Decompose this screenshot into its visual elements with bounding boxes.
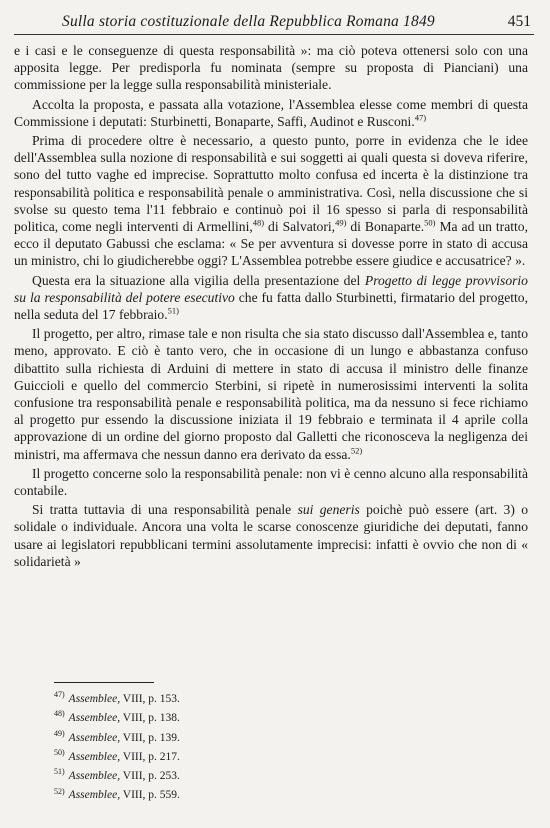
- text-run: di Salvatori,: [264, 219, 336, 235]
- paragraph: [14, 501, 528, 570]
- footnote-citation: VIII, p. 559.: [122, 789, 180, 802]
- footnote-separator: [54, 682, 154, 683]
- paragraph: [14, 272, 528, 324]
- footnote-number: 48): [54, 709, 65, 719]
- footnote-reference: 48): [252, 217, 265, 228]
- text-run: Ma ad un tratto, ecco il deputato Gabussi che esclama: « Se per avventura si dovesse porre in stato di accusa un ministro, chi lo giudicherebbe oggi? L'Assemblea potrebbe essere giudice e accusatrice? ».: [14, 219, 528, 269]
- footnote-number: 51): [54, 767, 65, 777]
- italic-text: Progetto di legge provvisorio su la responsabilità del potere esecutivo: [14, 272, 528, 305]
- footnote-citation: VIII, p. 139.: [122, 731, 180, 744]
- footnote-reference: 50): [424, 217, 436, 228]
- text-run: Prima di procedere oltre è necessario, a questo punto, porre in evidenza che le idee dell'Assemblea sulla nozione di responsabilità e sui soggetti ai quali questa si doveva riferire, sono del tutto vaghe ed imprecise. Soprattutto molto confusa ed incerta è la distinzione tra responsabilità politica e responsabilità penale o amministrativa. Così, nella discussione che si svolse su questo tema l'11 febbraio e continuò poi il 16 spesso si parla di responsabilità politica, come negli interventi di Armellini,: [14, 133, 528, 235]
- footnote-citation: VIII, p. 217.: [122, 750, 180, 763]
- footnote-number: 52): [54, 786, 65, 796]
- footnote-number: 47): [54, 690, 65, 700]
- text-run: Accolta la proposta, e passata alla votazione, l'Assemblea elesse come membri di questa Commissione i deputati: Sturbinetti, Bonaparte, Saffi, Audinot e Rusconi.: [14, 96, 528, 129]
- text-run: che fu fatta dallo Sturbinetti, firmatario del progetto, nella seduta del 17 febbraio.: [14, 289, 528, 323]
- main-text: [14, 42, 528, 570]
- footnote-reference: 47): [414, 112, 427, 123]
- footnote: [54, 748, 354, 767]
- footnote-source: Assemblee,: [68, 770, 121, 783]
- text-run: poichè può essere (art. 3) o solidale o individuale. Ancora una volta le scarse conoscenze giuridiche dei deputati, fanno usare ai legislatori repubblicani termini assolutamente imprecisi: infatti è ovvio che non di « solidarietà »: [14, 502, 529, 569]
- page-header: [14, 10, 534, 35]
- text-run: Il progetto, per altro, rimase tale e non risulta che sia stato discusso dall'Assemblea e, tanto meno, approvato. E ciò è tanto vero, che in occasione di un lungo e abbastanza confuso dibattito sulla richiesta di Arduini di mettere in stato di accusa il ministro delle finanze Guiccioli e quello del commercio Sterbini, si ripetè in numerosissimi interventi la solita confusione tra responsabilità penale e responsabilità politica, ma da nessuno si fece richiamo al progetto pur essendo la discussione iniziata il 19 febbraio e terminata il 4 aprile colla approvazione di un ordine del giorno proposto dal Galletti che riconosceva la negligenza dei ministri, ma affermava che nessun danno era derivato da essa.: [14, 326, 528, 462]
- italic-text: sui generis: [297, 502, 360, 518]
- footnote: [54, 709, 354, 728]
- paragraph: [14, 96, 528, 130]
- footnote-reference: 49): [335, 217, 347, 228]
- footnote-source: Assemblee,: [68, 693, 121, 705]
- footnote-citation: VIII, p. 153.: [122, 693, 180, 705]
- footnote: [54, 767, 354, 786]
- footnote-reference: 52): [350, 445, 363, 456]
- footnotes: [54, 690, 354, 806]
- footnote-citation: VIII, p. 253.: [122, 770, 180, 783]
- footnote-source: Assemblee,: [68, 789, 121, 802]
- paragraph: [14, 132, 528, 270]
- paragraph: [14, 42, 528, 94]
- footnote: [54, 690, 354, 709]
- text-run: di Bonaparte.: [346, 219, 425, 235]
- paragraph: [14, 325, 528, 463]
- footnote-source: Assemblee,: [68, 731, 121, 744]
- text-run: Questa era la situazione alla vigilia della presentazione del: [32, 272, 365, 288]
- paragraph: [14, 465, 528, 499]
- text-run: Il progetto concerne solo la responsabilità penale: non vi è cenno alcuno alla responsabilità contabile.: [14, 465, 528, 499]
- text-run: Si tratta tuttavia di una responsabilità penale: [32, 502, 298, 518]
- footnote-source: Assemblee,: [68, 712, 121, 725]
- footnote-citation: VIII, p. 138.: [122, 712, 180, 725]
- footnote: [54, 786, 354, 805]
- footnote-source: Assemblee,: [68, 750, 121, 763]
- page-number: 451: [507, 13, 531, 30]
- footnote: [54, 729, 354, 748]
- running-title: Sulla storia costituzionale della Repubblica Romana 1849: [62, 13, 435, 30]
- footnote-reference: 51): [167, 305, 179, 316]
- footnote-number: 49): [54, 728, 65, 738]
- text-run: e i casi e le conseguenze di questa responsabilità »: ma ciò poteva ottenersi solo con una apposita legge. Per predisporla fu nominata (sempre su proposta di Pianciani) una commissione per la legge sulla responsabilità ministeriale.: [14, 43, 528, 93]
- footnote-number: 50): [54, 748, 65, 758]
